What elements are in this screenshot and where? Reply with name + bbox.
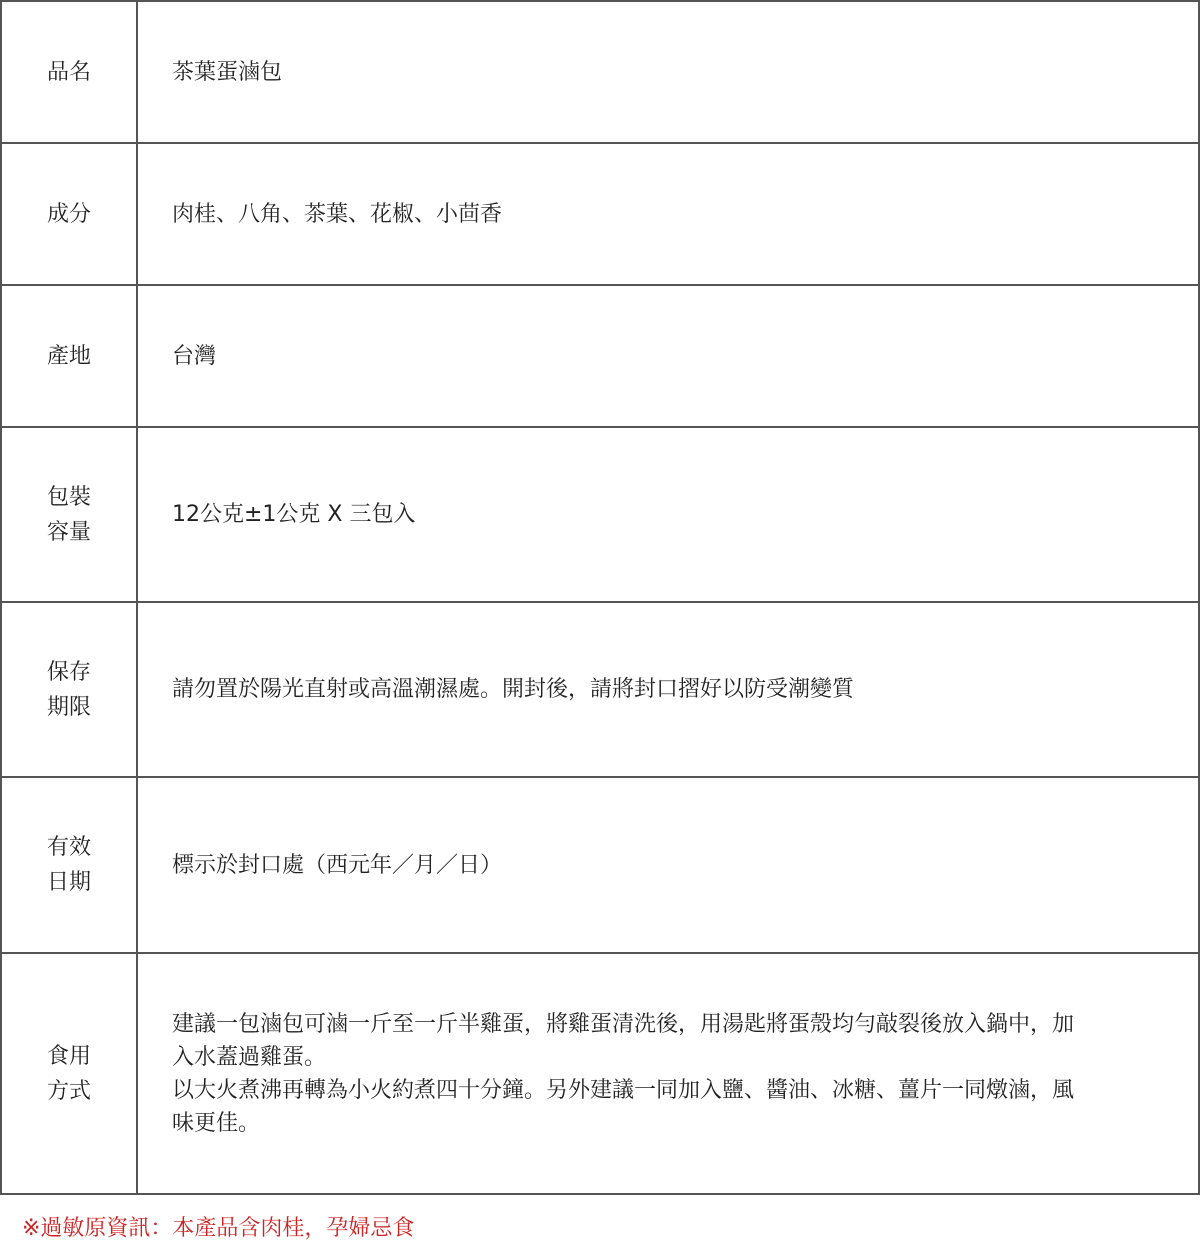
label-text: 日期 [46, 870, 91, 895]
value-text: 台灣 [172, 343, 217, 369]
table-row [1, 1, 1199, 143]
label-text: 保存 [46, 659, 91, 685]
label-text: 包裝 [46, 484, 91, 510]
row-label [1, 602, 137, 777]
row-label [1, 143, 137, 285]
table-row [1, 602, 1199, 777]
row-value [137, 285, 1199, 427]
table-row [1, 953, 1199, 1194]
row-label [1, 285, 137, 427]
row-value [137, 1, 1199, 143]
row-label [1, 427, 137, 602]
value-text: 12公克±1公克 X 三包入 [172, 502, 416, 527]
row-value [137, 427, 1199, 602]
table-row [1, 143, 1199, 285]
row-label [1, 953, 137, 1194]
table-row [1, 285, 1199, 427]
label-text: 容量 [46, 519, 91, 545]
label-text: 食用 [46, 1043, 91, 1069]
value-text: 請勿置於陽光直射或高溫潮濕處。開封後，請將封口摺好以防受潮變質 [172, 677, 855, 702]
label-text: 成分 [46, 201, 91, 227]
label-text: 品名 [46, 59, 91, 85]
value-text: 肉桂、八角、茶葉、花椒、小茴香 [172, 201, 503, 227]
label-text: 方式 [46, 1078, 91, 1104]
value-text: 入水蓋過雞蛋。 [172, 1044, 327, 1070]
value-text: 建議一包滷包可滷一斤至一斤半雞蛋，將雞蛋清洗後，用湯匙將蛋殼均勻敲裂後放入鍋中，加 [172, 1011, 1075, 1037]
row-value [137, 953, 1199, 1194]
row-value [137, 602, 1199, 777]
label-text: 產地 [46, 343, 91, 369]
row-value [137, 143, 1199, 285]
table-row [1, 777, 1199, 953]
label-text: 有效 [46, 835, 91, 860]
allergen-note: ※過敏原資訊：本產品含肉桂，孕婦忌食 [22, 1216, 415, 1241]
row-label [1, 777, 137, 953]
value-text: 標示於封口處（西元年／月／日） [172, 852, 503, 878]
value-text: 以大火煮沸再轉為小火約煮四十分鐘。另外建議一同加入鹽、醬油、冰糖、薑片一同燉滷，風 [172, 1077, 1075, 1103]
row-value [137, 777, 1199, 953]
row-label [1, 1, 137, 143]
label-text: 期限 [46, 694, 91, 720]
value-text: 味更佳。 [172, 1110, 261, 1136]
table-row [1, 427, 1199, 602]
value-text: 茶葉蛋滷包 [172, 59, 283, 85]
